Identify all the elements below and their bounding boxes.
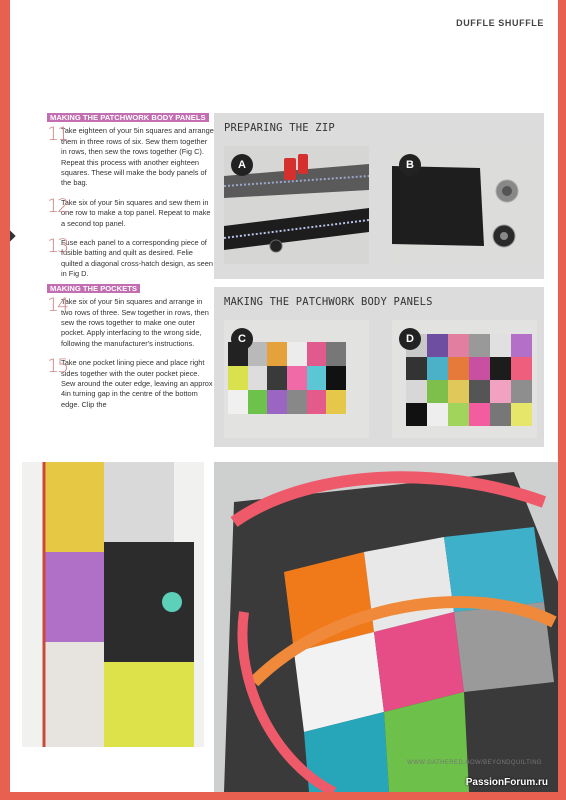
photo-bag-closeup (22, 462, 204, 747)
section-heading-pockets: MAKING THE POCKETS (47, 284, 140, 293)
figure-badge-c: C (231, 328, 253, 350)
step-text: Take eighteen of your 5in squares and arrange them in three rows of six. Sew them together in rows, then sew the rows together (Fig C). Repeat this process with another eighteen squares. These will make the body panels of the bag. (61, 126, 214, 188)
section-heading-body-panels: MAKING THE PATCHWORK BODY PANELS (47, 113, 209, 122)
step-14 (47, 294, 215, 349)
step-text: Take one pocket lining piece and place right sides together with the outer pocket piece. Sew around the outer edge, leaving an approx 4in turning gap in the centre of the bottom edge. Clip the (61, 358, 213, 409)
page-edge-mark (10, 230, 16, 241)
figure-panel-body (214, 287, 544, 447)
photo-fig-d (392, 320, 537, 438)
step-text: Take six of your 5in squares and arrange in two rows of three. Sew together in rows, then sew the rows together to make one outer pocket. Apply interfacing to the wrong side, following the manufacturer's instructions. (61, 297, 209, 348)
step-text: Take six of your 5in squares and sew them in one row to make a top panel. Repeat to make a second top panel. (61, 197, 211, 228)
patchwork-grid (228, 342, 346, 414)
step-number: 12 (47, 194, 68, 217)
figure-panel-title: PREPARING THE ZIP (224, 122, 335, 134)
figure-badge-d: D (399, 328, 421, 350)
magazine-page (10, 0, 558, 792)
bag-closeup-illustration (22, 462, 204, 747)
figure-badge-a: A (231, 154, 253, 176)
watermark: PassionForum.ru (465, 777, 548, 788)
website-url: WWW.GATHERED.HOW/BEYONDQUILTING (407, 760, 542, 766)
finished-bag-illustration (214, 462, 558, 792)
running-title: DUFFLE SHUFFLE (456, 18, 544, 28)
figure-panel-zip (214, 113, 544, 279)
step-15 (47, 355, 215, 410)
step-number: 13 (47, 235, 68, 258)
step-12 (47, 194, 215, 229)
instructions-column (47, 113, 215, 419)
step-13 (47, 235, 215, 280)
photo-finished-bag (214, 462, 558, 792)
photo-fig-b (392, 146, 537, 264)
step-number: 15 (47, 355, 68, 378)
photo-fig-a (224, 146, 369, 264)
figure-badge-b: B (399, 154, 421, 176)
step-number: 11 (47, 123, 68, 146)
patchwork-grid-quilted (406, 334, 532, 426)
figure-panel-title: MAKING THE PATCHWORK BODY PANELS (224, 296, 433, 308)
photo-fig-c (224, 320, 369, 438)
step-11 (47, 123, 215, 188)
step-text: Fuse each panel to a corresponding piece of fusible batting and quilt as desired. Felie quilted a diagonal cross-hatch design, as seen in Fig D. (61, 238, 214, 279)
step-number: 14 (47, 294, 68, 317)
